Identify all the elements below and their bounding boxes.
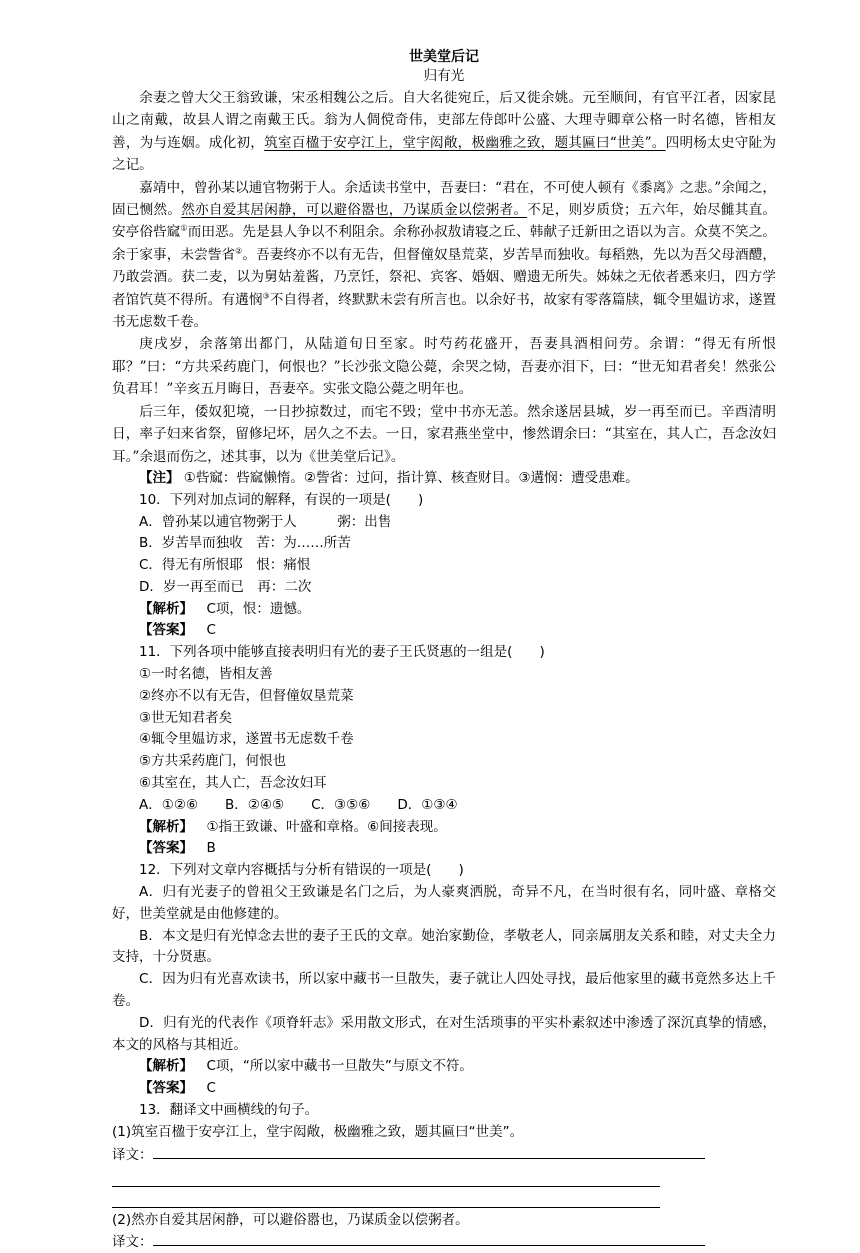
q10-option-a-text: A．曾孙某以逋官物粥于人 [139,513,297,530]
q12-option-a: A．归有光妻子的曾祖父王致谦是名门之后，为人豪爽洒脱，奇异不凡，在当时很有名，同叶盛、章格交好，世美堂就是由他修建的。 [112,884,776,922]
answer-line[interactable] [112,1166,660,1187]
q13-sentence-2: (2)然亦自爱其居闲静，可以避俗嚣也，乃谋质金以偿粥者。 [112,1211,469,1228]
q11-item: ①一时名德，皆相友善 [139,666,273,683]
analysis-text: ①指王致谦、叶盛和章格。⑥间接表现。 [206,818,447,835]
q12-option-d: D．归有光的代表作《项脊轩志》采用散文形式，在对生活琐事的平实朴素叙述中渗透了深沉真挚的情感，本文的风格与其相近。 [112,1014,776,1053]
q10-option-d: D．岁一再至而已 再：二次 [139,578,312,595]
q10-option-c: C．得无有所恨耶 恨：痛恨 [139,557,311,574]
answer-label: 【答案】 [139,840,193,857]
answer-line[interactable] [153,1144,705,1159]
q11-analysis [112,817,776,839]
passage-paragraph-1 [112,87,776,177]
q12-option-b: B．本文是归有光悼念去世的妻子王氏的文章。她治家勤俭，孝敬老人，同亲属朋友关系和睦，对丈夫全力支持，十分贤惠。 [112,927,776,966]
footnote-ref-2: ② [235,246,243,256]
q10-analysis [112,599,776,621]
passage-text: 而田恶。先是县人争以不利阻余。余称孙叔敖请寝之丘、韩献子迁新田之语以为言。众莫不笑之。余于家事，未尝訾省 [112,224,777,263]
passage-paragraph-2 [112,177,776,334]
q11-item: ⑥其室在，其人亡，吾念汝妇耳 [139,775,327,792]
passage-text: 四明杨太史守阯为之记。 [112,134,777,174]
notes-label: 【注】 [139,469,180,486]
underlined-sentence-1: 筑室百楹于安亭江上，堂宇闳敞，极幽雅之致，题其匾曰“世美”。 [264,134,666,151]
passage-text: 嘉靖中，曾孙某以逋官物粥于人。余适读书堂中，吾妻曰：“君在，不可使人顿有《黍离》之悲。”余闻之，固已恻然。 [112,179,776,219]
translation-label: 译文： [112,1146,153,1163]
q11-option-c: C．③⑤⑥ [311,796,371,813]
analysis-text: C项，“所以家中藏书一旦散失”与原文不符。 [206,1058,473,1075]
q12-stem: 12．下列对文章内容概括与分析有错误的一项是( ) [139,862,464,879]
q11-stem: 11．下列各项中能够直接表明归有光的妻子王氏贤惠的一组是( ) [139,644,545,661]
passage-paragraph-4: 后三年，倭奴犯境，一日抄掠数过，而宅不毁；堂中书亦无恙。然余遂居县城，岁一再至而已。辛酉清明日，率子妇来省祭，留修圮坏，居久之不去。一日，家君燕坐堂中，惨然谓余曰：“其室在，其人亡，吾念汝妇耳。”余退而伤之，述其事，以为《世美堂后记》。 [112,403,776,465]
answer-text: C [206,622,216,639]
passage-text: 余妻之曾大父王翁致谦，宋丞相魏公之后。自大名徙宛丘，后又徙余姚。元至顺间，有官平江者，因家昆山之南戴，故县人谓之南戴王氏。翁为人倜傥奇伟，吏部左侍郎叶公盛、大理寺卿章公格一时名德，皆相友善，为与连姻。成化初， [112,90,776,151]
q11-item: ④辄令里媪访求，遂置书无虑数千卷 [139,731,354,748]
q13-stem: 13．翻译文中画横线的句子。 [139,1102,319,1119]
q11-option-a: A．①②⑥ [139,796,199,813]
q13-sentence-1: (1)筑室百楹于安亭江上，堂宇闳敞，极幽雅之致，题其匾曰“世美”。 [112,1123,524,1140]
translation-label: 译文： [112,1234,153,1251]
answer-label: 【答案】 [139,622,193,639]
q12-option-c: C．因为归有光喜欢读书，所以家中藏书一旦散失，妻子就让人四处寻找，最后他家里的藏书竟然多达上千卷。 [112,971,776,1010]
q11-options [112,795,776,817]
analysis-label: 【解析】 [139,600,193,617]
passage-text: 不足，则岁质贷；五六年，始尽雠其直。安亭俗呰窳 [112,202,777,241]
analysis-label: 【解析】 [139,1058,193,1075]
page-title: 世美堂后记 [409,49,479,65]
q10-stem: 10．下列对加点词的解释，有误的一项是( ) [139,491,424,508]
q11-item: ⑤方共采药鹿门，何恨也 [139,753,287,770]
q11-option-b: B．②④⑤ [225,796,285,813]
q11-item: ②终亦不以有无告，但督僮奴垦荒菜 [139,687,354,704]
analysis-text: C项，恨：遗憾。 [206,600,311,617]
author-name: 归有光 [423,68,465,84]
answer-text: B [206,840,216,857]
underlined-sentence-2: 然亦自爱其居闲静，可以避俗嚣也，乃谋质金以偿粥者。 [181,202,528,219]
analysis-label: 【解析】 [139,818,193,835]
answer-line[interactable] [153,1231,705,1246]
answer-label: 【答案】 [139,1080,193,1097]
q10-option-b: B．岁苦旱而独收 苦：为……所苦 [139,535,351,552]
notes-text: ①呰窳：呰窳懒惰。②訾省：过问，指计算、核查财目。③遘悯：遭受患难。 [183,469,639,486]
q12-answer [112,1078,776,1100]
passage-text: 不自得者，终默默未尝有所言也。以余好书，故家有零落篇牍，辄令里媪访求，遂置书无虑数千卷。 [112,291,777,331]
passage-text: 。吾妻终亦不以有无告，但督僮奴垦荒菜，岁苦旱而独收。每稻熟，先以为吾父母酒醴，乃敢尝酒。获二麦，以为舅姑羞酱，乃烹饪，祭祀、宾客、婚姻、赠遗无所失。姊妹之无依者悉来归，四方学者馆饩莫不得所。有遘悯 [112,246,777,308]
q10-option-a [112,512,776,534]
q13-translation-2 [112,1231,776,1253]
q11-item: ③世无知君者矣 [139,709,233,726]
q10-answer [112,620,776,642]
q11-answer [112,838,776,860]
q12-analysis [112,1056,776,1078]
notes [112,468,776,490]
answer-text: C [206,1080,216,1097]
footnote-ref-1: ① [180,223,188,233]
passage-paragraph-3: 庚戌岁，余落第出都门，从陆道旬日至家。时芍药花盛开，吾妻具酒相问劳。余谓：“得无有所恨耶？”曰：“方共采药鹿门，何恨也？”长沙张文隐公薨，余哭之恸，吾妻亦泪下，曰：“世无知君者矣！然张公负君耳！”辛亥五月晦日，吾妻卒。实张文隐公薨之明年也。 [112,336,776,398]
q10-option-a-gloss: 粥：出售 [337,513,392,530]
answer-line[interactable] [112,1187,660,1208]
q13-translation-1 [112,1144,776,1166]
footnote-ref-3: ③ [262,291,270,301]
q11-option-d: D．①③④ [397,796,458,813]
